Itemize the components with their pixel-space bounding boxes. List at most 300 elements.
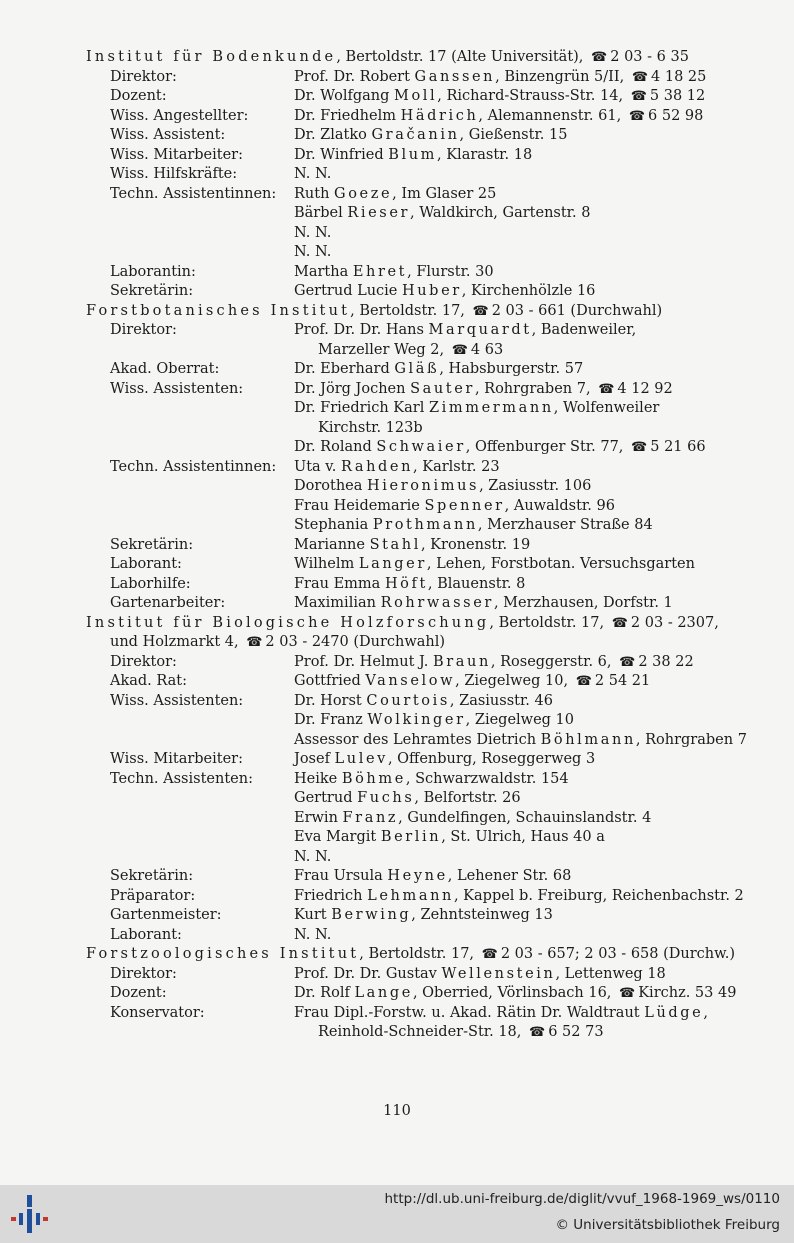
staff-entries [294,146,776,166]
telephone-icon: ☎ [575,674,592,689]
staff-entries [294,653,776,673]
staff-entries [294,107,776,127]
institute-name: Institut für Bodenkunde [86,49,337,65]
role-label: Sekretärin: [110,283,194,299]
person-surname: Spenner [424,497,505,514]
person-title: Frau Emma [294,575,385,592]
person-title: Friedrich [294,887,368,904]
staff-entries [294,185,776,263]
person-phone: 5 38 12 [649,88,706,104]
person-title: Martha [294,263,353,280]
institute-name: Forstbotanisches Institut [86,302,351,319]
staff-entries [294,887,776,907]
person-surname: Prothmann [372,517,478,533]
staff-entries [294,165,776,185]
person-phone: 5 21 66 [650,439,706,455]
person-title: Prof. Dr. Dr. Hans [294,322,429,338]
person-address: , Auwaldstr. 96 [504,497,615,514]
staff-row [86,594,776,614]
staff-entry [294,848,776,868]
staff-row [86,107,776,127]
person-surname: Vanselow [365,673,456,689]
viewer-footer [0,1185,794,1243]
staff-entry [294,906,776,926]
staff-entry [294,594,776,614]
staff-entry [294,770,776,790]
person-title: Dr. Rolf [294,985,355,1001]
role-label: Wiss. Angestellter: [110,107,249,124]
person-title: Dr. Horst [294,692,367,709]
person-title: Frau Dipl.-Forstw. u. Akad. Rätin Dr. Waldtraut [294,1004,645,1021]
person-surname: Rohrwasser [380,595,494,611]
person-address: , Kirchenhölzle 16 [461,283,596,299]
person-address: , Habsburgerstr. 57 [439,361,584,377]
person-title: Josef [294,751,335,767]
role-label: Wiss. Assistenten: [110,692,244,709]
person-surname: Gläß [394,361,440,377]
staff-entries [294,360,776,380]
staff-row [86,87,776,107]
person-surname: Berwing [331,907,412,923]
person-title: N. N. [294,926,332,943]
person-surname: Blum [388,146,437,163]
person-title: Prof. Dr. Robert [294,68,415,85]
staff-entry [294,224,776,244]
person-surname: Wellenstein [441,965,556,982]
staff-row [86,770,776,868]
person-address: , Oberried, Vörlinsbach 16, [412,985,617,1001]
staff-entry [294,965,776,985]
staff-entry [294,536,776,556]
institute-heading [86,614,776,634]
role-label: Wiss. Mitarbeiter: [110,146,243,163]
person-address: , Roseggerstr. 6, [490,653,617,670]
person-title: N. N. [294,244,332,260]
person-phone: 6 52 73 [548,1024,604,1040]
person-phone: 4 12 92 [617,380,673,397]
person-surname: Courtois [366,692,450,709]
role-label: Dozent: [110,88,167,104]
staff-entry [294,711,776,731]
institute-name: Forstzoologisches Institut [86,946,360,962]
telephone-icon: ☎ [619,654,636,670]
staff-entry [294,146,776,166]
person-surname: Ehret [352,263,408,280]
person-title: Uta v. [294,458,341,475]
person-address-cont: Marzeller Weg 2, [318,341,449,358]
person-phone: 4 63 [470,341,504,358]
role-label: Wiss. Hilfskräfte: [110,166,238,182]
person-title: Frau Heidemarie [294,497,425,514]
person-surname: Heyne [387,868,448,884]
role-label: Laborant: [110,556,182,572]
institute-heading-line2 [86,633,776,653]
institute-address: , Bertoldstr. 17, [350,302,470,319]
staff-entries [294,575,776,595]
staff-row [86,146,776,166]
staff-entry [294,87,776,107]
telephone-icon: ☎ [451,342,468,358]
staff-row [86,965,776,985]
staff-entry [294,653,776,673]
institute-name: Institut für Biologische Holzforschung [86,614,490,631]
staff-entry [294,750,776,770]
institute-phone-note-2: (Durchwahl) [348,634,446,650]
staff-row [86,672,776,692]
person-title: Dr. Friedrich Karl [294,400,429,416]
person-address: , Wolfenweiler [553,400,660,416]
institute-address: , Bertoldstr. 17 (Alte Universität), [336,49,589,65]
person-phone: 2 38 22 [638,653,694,670]
role-label: Wiss. Mitarbeiter: [110,751,243,767]
person-address: , Waldkirch, Gartenstr. 8 [410,205,591,221]
staff-entries [294,458,776,536]
staff-row [86,692,776,751]
person-address-cont: Reinhold-Schneider-Str. 18, [318,1024,526,1040]
role-label: Konservator: [110,1004,205,1021]
person-surname: Rieser [347,205,411,221]
person-address: , Kappel b. Freiburg, Reichenbachstr. 2 [453,887,744,904]
permalink-url[interactable]: http://dl.ub.uni-freiburg.de/diglit/vvuf_1968-1969_ws/0110 [384,1191,780,1207]
staff-entry [294,477,776,497]
staff-entries [294,87,776,107]
page-number: 110 [383,1103,411,1119]
role-label: Laborant: [110,926,182,943]
staff-entries [294,263,776,283]
person-surname: Lehmann [367,887,454,904]
staff-entries [294,965,776,985]
role-label: Gartenarbeiter: [110,595,226,611]
person-address: , Gundelfingen, Schauinslandstr. 4 [398,809,652,826]
person-surname: Goeze [334,185,393,202]
person-title: Dorothea [294,478,368,494]
institute-phone: 2 03 - 661 [491,302,566,319]
person-surname: Fuchs [357,790,415,806]
staff-entry [294,984,776,1004]
person-title: Ruth [294,185,335,202]
staff-entry [294,438,776,458]
role-label: Techn. Assistentinnen: [110,185,277,202]
staff-row [86,360,776,380]
institute-heading [86,945,776,965]
staff-row [86,185,776,263]
telephone-icon: ☎ [481,947,498,962]
staff-entry-continued [294,419,776,439]
role-label: Präparator: [110,887,196,904]
telephone-icon: ☎ [630,89,647,104]
staff-entries [294,282,776,302]
staff-entry [294,360,776,380]
person-address: , Zasiusstr. 106 [479,478,592,494]
telephone-icon: ☎ [598,381,615,397]
staff-entries [294,926,776,946]
staff-entries [294,672,776,692]
person-title: Dr. Winfried [294,146,389,163]
staff-row [86,68,776,88]
telephone-icon: ☎ [631,69,649,85]
person-surname: Hieronimus [367,478,480,494]
role-label: Techn. Assistentinnen: [110,458,277,475]
person-address: , Offenburger Str. 77, [465,439,629,455]
staff-row [86,750,776,770]
staff-entries [294,555,776,575]
person-title: N. N. [294,166,332,182]
person-title: Frau Ursula [294,868,388,884]
role-label: Direktor: [110,68,177,85]
staff-entries [294,536,776,556]
library-logo [10,1193,50,1235]
telephone-icon: ☎ [472,303,489,319]
person-surname: Franz [342,809,399,826]
staff-entry [294,867,776,887]
staff-row [86,653,776,673]
person-title: N. N. [294,224,332,241]
person-address: , Merzhauser Straße 84 [477,517,653,533]
person-surname: Ganssen [414,68,496,85]
role-label: Gartenmeister: [110,907,222,923]
staff-entry [294,380,776,400]
person-surname: Stahl [369,536,421,553]
person-title: Dr. Friedhelm [294,107,401,124]
person-address: , Gießenstr. 15 [459,127,568,143]
person-address: , Blauenstr. 8 [427,575,526,592]
person-title: Dr. Eberhard [294,361,395,377]
staff-entries [294,867,776,887]
person-surname: Sauter [410,380,475,397]
staff-entry [294,185,776,205]
staff-entry [294,828,776,848]
person-address: , Richard-Strauss-Str. 14, [437,88,628,104]
person-address: , Karlstr. 23 [413,458,500,475]
staff-row [86,1004,776,1043]
person-title: Dr. Roland [294,439,377,455]
role-label: Direktor: [110,653,177,670]
person-surname: Braun [432,653,491,670]
staff-entries [294,1004,776,1043]
institute-heading [86,302,776,322]
staff-entry [294,399,776,419]
staff-entry [294,926,776,946]
person-title: Bärbel [294,205,348,221]
staff-entry-continued [294,341,776,361]
person-address: , Alemannenstr. 61, [478,107,626,124]
person-surname: Böhlmann [540,731,636,748]
person-address: , Im Glaser 25 [392,185,497,202]
institute-phone-note: (Durchwahl) [565,302,663,319]
staff-row [86,887,776,907]
staff-row [86,536,776,556]
staff-row [86,126,776,146]
person-surname: Gračanin [371,127,460,143]
person-address: , [703,1004,708,1021]
staff-entry [294,458,776,478]
person-address: , Zasiusstr. 46 [449,692,553,709]
staff-row [86,926,776,946]
role-label: Akad. Oberrat: [110,361,220,377]
institute-address-2: und Holzmarkt 4, [110,634,244,650]
role-label: Laborhilfe: [110,575,191,592]
person-title: Dr. Zlatko [294,127,372,143]
staff-entries [294,770,776,868]
person-title: Gertrud [294,790,358,806]
person-address: , St. Ulrich, Haus 40 a [441,829,605,845]
person-address: , Ziegelweg 10, [455,673,573,689]
staff-entry [294,575,776,595]
staff-entry [294,516,776,536]
institute-heading [86,48,776,68]
staff-entry [294,204,776,224]
staff-entries [294,68,776,88]
person-title: Wilhelm [294,556,359,572]
staff-entry [294,887,776,907]
person-title: Dr. Wolfgang [294,88,394,104]
role-label: Sekretärin: [110,868,194,884]
person-address: , Schwarzwaldstr. 154 [405,770,569,787]
staff-row [86,984,776,1004]
person-surname: Wolkinger [367,712,466,728]
person-surname: Langer [358,556,427,572]
person-surname: Höft [384,575,428,592]
staff-entries [294,126,776,146]
person-surname: Lulev [334,751,388,767]
person-title: Dr. Franz [294,712,368,728]
staff-row [86,575,776,595]
staff-entry-continued [294,1023,776,1043]
telephone-icon: ☎ [591,50,608,65]
person-title: Eva Margit [294,829,381,845]
staff-entries [294,984,776,1004]
staff-entries [294,321,776,360]
person-title: Maximilian [294,595,381,611]
staff-entries [294,594,776,614]
person-title: Assessor des Lehramtes Dietrich [294,731,541,748]
directory-content [86,48,776,1043]
staff-row [86,165,776,185]
person-address: , Belfortstr. 26 [414,790,521,806]
person-address: , Lehen, Forstbotan. Versuchsgarten [426,556,695,572]
institute-address: , Bertoldstr. 17, [359,946,479,962]
role-label: Wiss. Assistent: [110,127,226,143]
staff-row [86,380,776,458]
person-title: Heike [294,770,342,787]
staff-entry [294,692,776,712]
staff-entry [294,263,776,283]
staff-entry [294,672,776,692]
institute-phone-2: 2 03 - 2470 [265,634,349,650]
person-title: Kurt [294,907,332,923]
staff-entry [294,68,776,88]
copyright-notice: © Universitätsbibliothek Freiburg [555,1217,780,1233]
staff-row [86,906,776,926]
person-surname: Böhme [341,770,406,787]
person-surname: Hädrich [400,107,479,124]
person-phone: 2 54 21 [594,673,651,689]
person-surname: Rahden [341,458,414,475]
person-address: , Ziegelweg 10 [465,712,575,728]
staff-row [86,282,776,302]
staff-entry [294,165,776,185]
person-title: Dr. Jörg Jochen [294,380,411,397]
person-surname: Schwaier [376,439,466,455]
person-phone: 6 52 98 [648,107,704,124]
role-label: Sekretärin: [110,536,194,553]
role-label: Wiss. Assistenten: [110,380,244,397]
institute-address: , Bertoldstr. 17, [489,614,609,631]
role-label: Laborantin: [110,263,196,280]
person-surname: Lüdge [644,1004,704,1021]
person-address: , Flurstr. 30 [407,263,494,280]
person-address: , Binzengrün 5/II, [495,68,629,85]
staff-entries [294,380,776,458]
person-title: Gottfried [294,673,366,689]
staff-entry [294,1004,776,1024]
staff-entry [294,809,776,829]
telephone-icon: ☎ [611,615,628,631]
person-surname: Moll [394,88,438,104]
person-title: Gertrud Lucie [294,283,402,299]
staff-row [86,555,776,575]
institute-phone: 2 03 - 657; 2 03 - 658 [500,946,659,962]
person-phone: Kirchz. 53 49 [638,985,737,1001]
person-title: Erwin [294,809,343,826]
person-address: , Lehener Str. 68 [447,868,572,884]
person-address: , Merzhausen, Dorfstr. 1 [493,595,673,611]
staff-entries [294,906,776,926]
staff-entry [294,282,776,302]
staff-row [86,458,776,536]
staff-row [86,263,776,283]
staff-entries [294,750,776,770]
telephone-icon: ☎ [529,1025,546,1040]
staff-entry [294,731,776,751]
telephone-icon: ☎ [628,108,646,124]
person-address: , Lettenweg 18 [555,965,666,982]
telephone-icon: ☎ [631,440,648,455]
staff-entry [294,321,776,341]
role-label: Akad. Rat: [110,673,188,689]
person-phone: 4 18 25 [651,68,707,85]
person-title: Stephania [294,517,373,533]
person-surname: Marquardt [428,322,532,338]
person-surname: Zimmermann [428,400,554,416]
person-title: Prof. Dr. Helmut J. [294,653,433,670]
institute-phone: 2 03 - 2307, [630,614,719,631]
person-address: , Klarastr. 18 [437,146,533,163]
person-title: Prof. Dr. Dr. Gustav [294,965,442,982]
person-surname: Berlin [380,829,442,845]
person-title: N. N. [294,848,332,865]
person-address: , Kronenstr. 19 [420,536,531,553]
person-address: , Zehntsteinweg 13 [411,907,553,923]
person-surname: Lange [354,985,413,1001]
person-surname: Huber [402,283,462,299]
person-address-cont: Kirchstr. 123b [318,419,423,436]
person-address: , Offenburg, Roseggerweg 3 [387,751,596,767]
staff-entries [294,692,776,751]
institute-phone: 2 03 - 6 35 [610,49,689,65]
person-address: , Rohrgraben 7, [474,380,596,397]
role-label: Direktor: [110,965,177,982]
staff-entry [294,107,776,127]
staff-entry [294,243,776,263]
person-title: Marianne [294,536,370,553]
person-address: , Badenweiler, [531,322,637,338]
staff-row [86,867,776,887]
role-label: Direktor: [110,322,177,338]
staff-entry [294,126,776,146]
role-label: Techn. Assistenten: [110,770,253,787]
person-address: , Rohrgraben 7 [635,731,747,748]
